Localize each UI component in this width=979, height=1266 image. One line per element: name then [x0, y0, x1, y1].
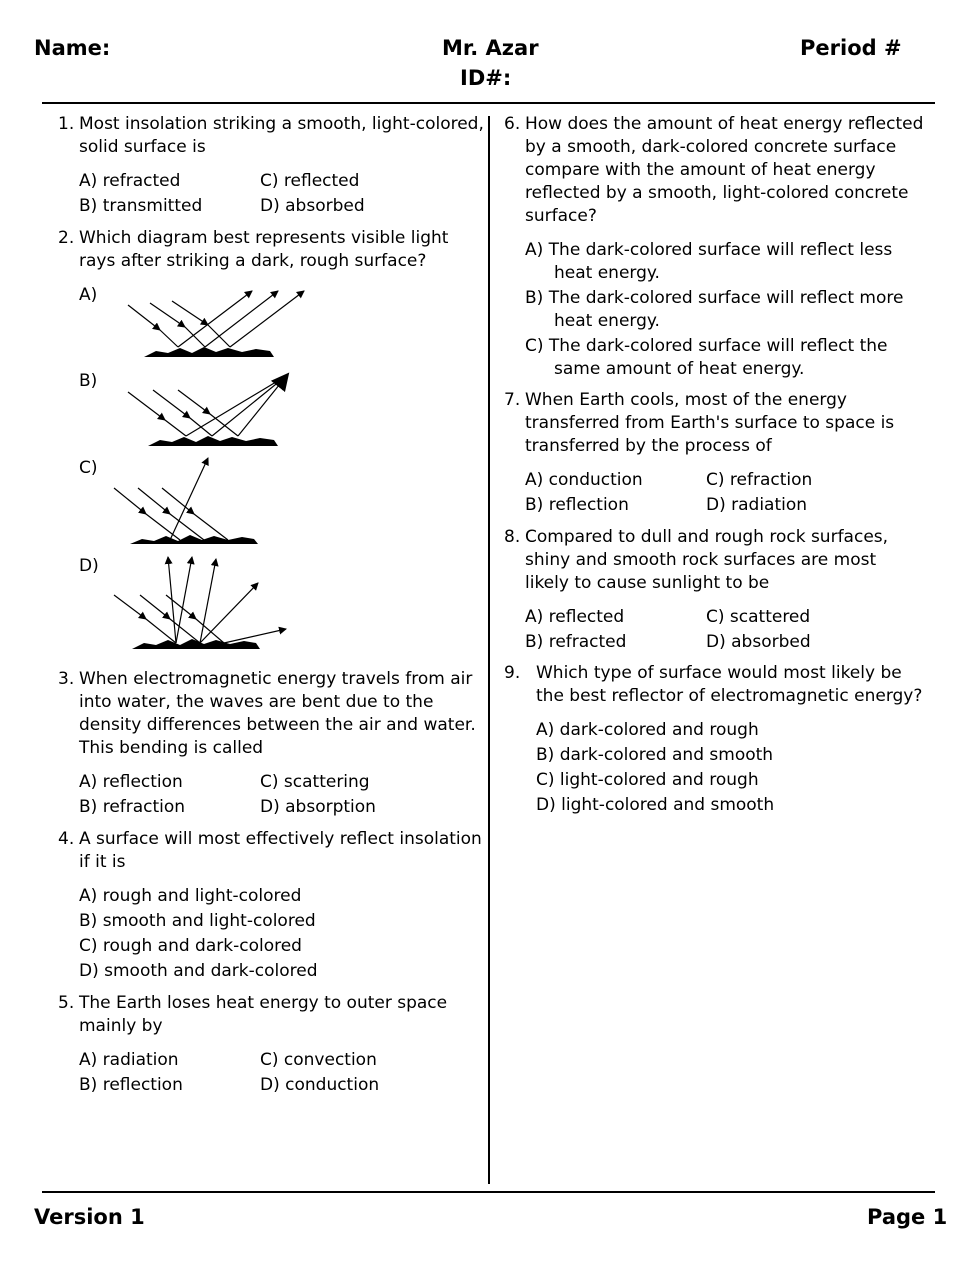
question-stem: Which type of surface would most likely be the best reflector of electromagnetic energy? [536, 663, 923, 706]
question-5 [58, 992, 488, 1097]
option-c[interactable]: C) The dark-colored surface will reflect the same amount of heat energy. [525, 336, 888, 379]
question-2 [58, 227, 488, 273]
question-stem: How does the amount of heat energy reflected by a smooth, dark-colored concrete surface compare with the amount of heat energy reflected by a smooth, light-colored concrete surface? [525, 114, 924, 226]
answer-options [79, 771, 488, 819]
option-d[interactable]: D) absorbed [260, 196, 365, 216]
diagram-b-rays-icon [120, 370, 310, 450]
question-stem: A surface will most effectively reflect insolation if it is [79, 829, 482, 872]
question-8 [504, 526, 924, 654]
option-b[interactable]: B) transmitted [79, 196, 203, 216]
diagram-label-b: B) [79, 371, 98, 391]
diagram-a-rays-icon [120, 285, 310, 365]
option-d[interactable]: D) conduction [260, 1075, 380, 1095]
name-label: Name: [34, 36, 111, 60]
question-number: 2. [58, 228, 75, 248]
question-number: 5. [58, 993, 75, 1013]
option-b[interactable]: B) reflection [525, 495, 629, 515]
option-a[interactable]: A) reflected [525, 607, 625, 627]
question-4 [58, 828, 488, 983]
option-d[interactable]: D) absorbed [706, 632, 811, 652]
footer-divider [42, 1191, 935, 1193]
page-number: Page 1 [867, 1205, 948, 1229]
option-d[interactable]: D) absorption [260, 797, 376, 817]
answer-options [79, 1049, 488, 1097]
option-b[interactable]: B) dark-colored and smooth [536, 745, 774, 765]
option-a[interactable]: A) The dark-colored surface will reflect less heat energy. [525, 240, 893, 283]
question-stem: When electromagnetic energy travels from air into water, the waves are bent due to the density differences between the air and water. This bending is called [79, 669, 476, 758]
question-9 [504, 662, 934, 817]
question-stem: Most insolation striking a smooth, light-colored, solid surface is [79, 114, 484, 157]
option-a[interactable]: A) dark-colored and rough [536, 720, 759, 740]
answer-options [79, 170, 488, 218]
option-b[interactable]: B) reflection [79, 1075, 183, 1095]
question-number: 9. [504, 663, 521, 683]
teacher-name: Mr. Azar [442, 36, 539, 60]
question-7 [504, 389, 924, 517]
question-stem: Which diagram best represents visible light rays after striking a dark, rough surface? [79, 228, 449, 271]
answer-options [79, 885, 488, 983]
option-a[interactable]: A) conduction [525, 470, 643, 490]
id-label: ID#: [460, 66, 512, 90]
question-1 [58, 113, 488, 218]
question-stem: The Earth loses heat energy to outer space mainly by [79, 993, 448, 1036]
option-c[interactable]: C) scattering [260, 772, 370, 792]
header-divider [42, 102, 935, 104]
option-c[interactable]: C) light-colored and rough [536, 770, 759, 790]
question-stem: Compared to dull and rough rock surfaces, shiny and smooth rock surfaces are most likely to cause sunlight to be [525, 527, 889, 593]
option-c[interactable]: C) rough and dark-colored [79, 936, 302, 956]
option-a[interactable]: A) reflection [79, 772, 183, 792]
option-b[interactable]: B) smooth and light-colored [79, 911, 316, 931]
question-stem: When Earth cools, most of the energy transferred from Earth's surface to space is transferred by the process of [525, 390, 895, 456]
diagram-label-c: C) [79, 458, 98, 478]
question-3 [58, 668, 488, 819]
option-a[interactable]: A) refracted [79, 171, 181, 191]
question-number: 4. [58, 829, 75, 849]
answer-options [525, 606, 924, 654]
question-number: 8. [504, 527, 521, 547]
answer-options [536, 719, 934, 817]
answer-options [525, 239, 924, 381]
diagram-d-rays-icon [112, 555, 292, 653]
option-c[interactable]: C) refraction [706, 470, 813, 490]
diagram-c-rays-icon [110, 456, 270, 548]
option-b[interactable]: B) The dark-colored surface will reflect more heat energy. [525, 288, 904, 331]
option-a[interactable]: A) rough and light-colored [79, 886, 302, 906]
option-c[interactable]: C) scattered [706, 607, 811, 627]
version-label: Version 1 [34, 1205, 145, 1229]
column-divider [488, 116, 490, 1184]
option-d[interactable]: D) smooth and dark-colored [79, 961, 318, 981]
question-number: 6. [504, 114, 521, 134]
diagram-label-d: D) [79, 556, 99, 576]
option-d[interactable]: D) light-colored and smooth [536, 795, 775, 815]
period-label: Period # [800, 36, 902, 60]
question-6 [504, 113, 924, 381]
option-a[interactable]: A) radiation [79, 1050, 179, 1070]
diagram-label-a: A) [79, 285, 98, 305]
option-b[interactable]: B) refraction [79, 797, 186, 817]
option-b[interactable]: B) refracted [525, 632, 627, 652]
question-number: 3. [58, 669, 75, 689]
option-c[interactable]: C) convection [260, 1050, 377, 1070]
question-number: 1. [58, 114, 75, 134]
option-d[interactable]: D) radiation [706, 495, 808, 515]
answer-options [525, 469, 924, 517]
option-c[interactable]: C) reflected [260, 171, 360, 191]
question-number: 7. [504, 390, 521, 410]
